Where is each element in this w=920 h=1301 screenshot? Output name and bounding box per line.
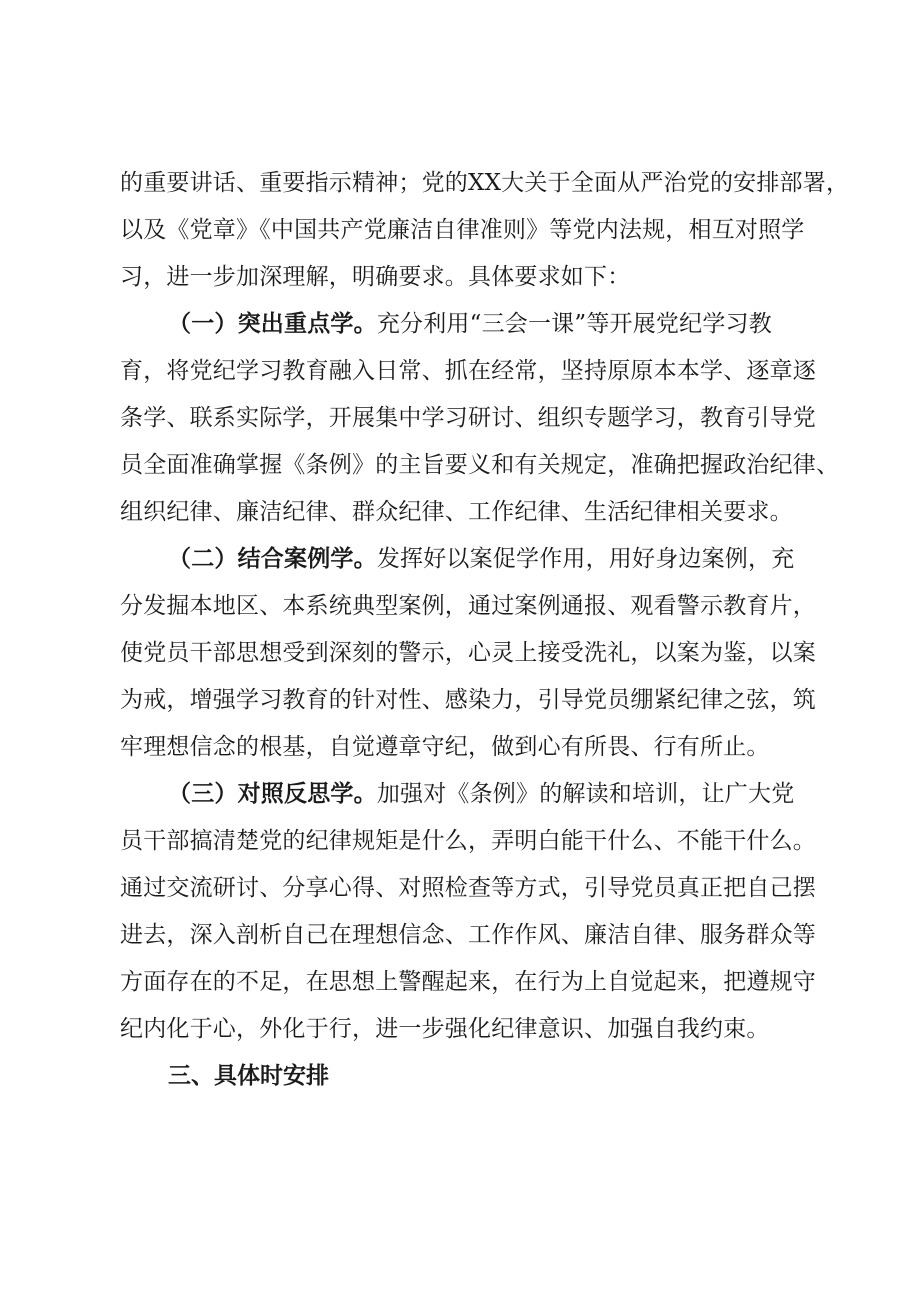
p3-line-6: 纪内化于心，外化于行，进一步强化纪律意识、加强自我约束。 bbox=[120, 1016, 770, 1042]
p2-line-3: 使党员干部思想受到深刻的警示，心灵上接受洗礼，以案为鉴，以案 bbox=[120, 640, 816, 666]
p3-line-2: 员干部搞清楚党的纪律规矩是什么，弄明白能干什么、不能干什么。 bbox=[120, 828, 816, 854]
p1-first-line bbox=[168, 309, 772, 339]
p3-first-rest: 加强对《条例》的解读和培训，让广大党 bbox=[376, 781, 795, 807]
p2-first-line bbox=[168, 544, 794, 574]
p3-line-3: 通过交流研讨、分享心得、对照检查等方式，引导党员真正把自己摆 bbox=[120, 875, 816, 901]
p1-line-2: 育，将党纪学习教育融入日常、抓在经常，坚持原原本本学、逐章逐 bbox=[120, 358, 816, 384]
p2-title: （二）结合案例学。 bbox=[168, 546, 377, 572]
p1-line-5: 组织纪律、廉洁纪律、群众纪律、工作纪律、生活纪律相关要求。 bbox=[120, 499, 793, 525]
p2-line-5: 牢理想信念的根基，自觉遵章守纪，做到心有所畏、行有所止。 bbox=[120, 734, 770, 760]
p2-line-4: 为戒，增强学习教育的针对性、感染力，引导党员绷紧纪律之弦，筑 bbox=[120, 687, 816, 713]
p2-line-2: 分发掘本地区、本系统典型案例，通过案例通报、观看警示教育片， bbox=[120, 593, 816, 619]
p3-title: （三）对照反思学。 bbox=[168, 781, 377, 807]
p3-line-5: 方面存在的不足，在思想上警醒起来，在行为上自觉起来，把遵规守 bbox=[120, 969, 816, 995]
intro-line-2: 以及《党章》《中国共产党廉洁自律准则》等党内法规，相互对照学 bbox=[120, 217, 805, 243]
p2-first-rest: 发挥好以案促学作用，用好身边案例，充 bbox=[376, 546, 795, 572]
p1-line-3: 条学、联系实际学，开展集中学习研讨、组织专题学习，教育引导党 bbox=[120, 405, 816, 431]
p3-first-line bbox=[168, 779, 794, 809]
section-heading: 三、具体时安排 bbox=[168, 1063, 329, 1089]
intro-line-1: 的重要讲话、重要指示精神；党的XX大关于全面从严治党的安排部署， bbox=[120, 170, 850, 196]
p3-line-4: 进去，深入剖析自己在理想信念、工作作风、廉洁自律、服务群众等 bbox=[120, 922, 816, 948]
p1-title: （一）突出重点学。 bbox=[168, 311, 377, 337]
intro-line-3: 习，进一步加深理解，明确要求。具体要求如下： bbox=[120, 264, 631, 290]
p1-line-4: 员全面准确掌握《条例》的主旨要义和有关规定，准确把握政治纪律、 bbox=[120, 452, 840, 478]
p1-first-rest: 充分利用“三会一课”等开展党纪学习教 bbox=[376, 311, 772, 337]
